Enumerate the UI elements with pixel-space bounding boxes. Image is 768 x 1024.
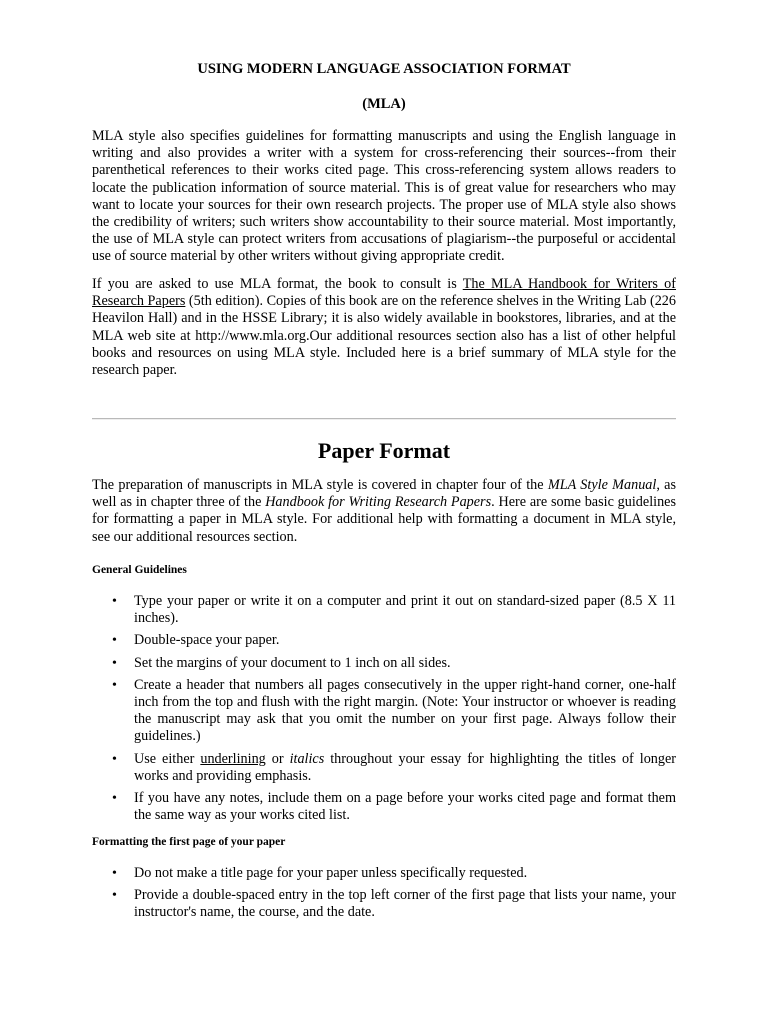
- document-title-abbreviation: (MLA): [362, 96, 406, 112]
- list-item-text: Type your paper or write it on a computer and print it out on standard-sized paper (8.5 X 11 inches).: [134, 593, 676, 627]
- first-page-list: [92, 865, 676, 922]
- list-item: [92, 593, 676, 627]
- bullet-icon: •: [112, 791, 117, 807]
- list-item-text: Create a header that numbers all pages consecutively in the upper right-hand corner, one-half inch from the top and flush with the right margin. (Note: Your instructor or whoever is reading the manuscript may ask that you omit the number on your first page. Always follow their guidelines.): [134, 676, 676, 745]
- paper-format-paragraph: [92, 477, 676, 546]
- list-item-text: Set the margins of your document to 1 inch on all sides.: [134, 654, 451, 671]
- list-item: [92, 887, 676, 921]
- intro-paragraph: MLA style also specifies guidelines for formatting manuscripts and using the English language in writing and also provides a writer with a system for cross-referencing their sources--from their parenthetical references to their works cited page. This cross-referencing system allows readers to locate the publication information of source material. This is of great value for researchers who may want to locate your sources for their own research projects. The proper use of MLA style also shows the credibility of writers; such writers show accountability to their source material. Most importantly, the use of MLA style can protect writers from accusations of plagiarism--the purposeful or accidental use of source material by other writers without giving appropriate credit.: [92, 128, 676, 265]
- handbook-paragraph-text-rest: (5th edition). Copies of this book are on the reference shelves in the Writing Lab (226 Heavilon Hall) and in the HSSE Library; it is also widely available in bookstores, libraries, and at the MLA web site at http://www.mla.org.Our additional resources section also has a list of other helpful books and resources on using MLA style. Included here is a brief summary of MLA style for the research paper.: [92, 293, 676, 379]
- paper-format-text-1: The preparation of manuscripts in MLA style is covered in chapter four of the: [92, 477, 548, 493]
- document-title: USING MODERN LANGUAGE ASSOCIATION FORMAT: [197, 61, 571, 77]
- list-item: [92, 865, 676, 882]
- bullet-icon: •: [112, 655, 117, 671]
- list-item: [92, 751, 676, 785]
- list-item: [92, 677, 676, 746]
- list-item: [92, 632, 676, 649]
- underlining-example: underlining: [200, 750, 266, 767]
- general-guidelines-heading: General Guidelines: [92, 564, 187, 576]
- list-item-text: Do not make a title page for your paper unless specifically requested.: [134, 865, 528, 881]
- first-page-heading: Formatting the first page of your paper: [92, 836, 286, 848]
- section-heading-paper-format: Paper Format: [317, 438, 451, 463]
- list-item-text-mid: or: [265, 750, 290, 767]
- list-item-text-rest: throughout your essay for highlighting the titles of longer works and providing emphasis.: [134, 750, 676, 784]
- italics-example: italics: [289, 750, 325, 767]
- intro-paragraph-block: [92, 128, 676, 266]
- bullet-icon: •: [112, 751, 117, 767]
- mla-handbook-link[interactable]: The MLA Handbook for Writers of Research Papers: [92, 276, 677, 310]
- list-item-text: Provide a double-spaced entry in the top left corner of the first page that lists your name, your instructor's name, the course, and the date.: [134, 887, 676, 921]
- paper-format-text-3: . Here are some basic guidelines for formatting a paper in MLA style. For additional help with formatting a document in MLA style, see our additional resources section.: [92, 494, 676, 545]
- bullet-icon: •: [112, 677, 117, 693]
- general-guidelines-list-block: [92, 593, 676, 829]
- list-item-text: Double-space your paper.: [134, 632, 280, 649]
- paper-format-paragraph-block: [92, 477, 676, 546]
- list-item-text: Use either: [134, 750, 201, 767]
- first-page-list-block: [92, 865, 676, 927]
- bullet-icon: •: [112, 888, 117, 904]
- handbook-paragraph-text: If you are asked to use MLA format, the book to consult is: [92, 276, 463, 292]
- bullet-icon: •: [112, 594, 117, 609]
- list-item: [92, 655, 676, 672]
- list-item-text: If you have any notes, include them on a page before your works cited page and format them the same way as your works cited list.: [134, 790, 676, 824]
- handbook-paragraph: [92, 276, 676, 379]
- paper-format-text-2: , as well as in chapter three of the: [92, 477, 677, 511]
- list-item: [92, 790, 676, 824]
- mla-style-manual-title: MLA Style Manual: [547, 477, 657, 493]
- bullet-icon: •: [112, 633, 117, 649]
- bullet-icon: •: [112, 866, 117, 881]
- section-divider: [92, 418, 676, 420]
- general-guidelines-list: [92, 593, 676, 824]
- handbook-paragraph-block: [92, 276, 676, 379]
- handbook-title: Handbook for Writing Research Papers: [265, 494, 492, 511]
